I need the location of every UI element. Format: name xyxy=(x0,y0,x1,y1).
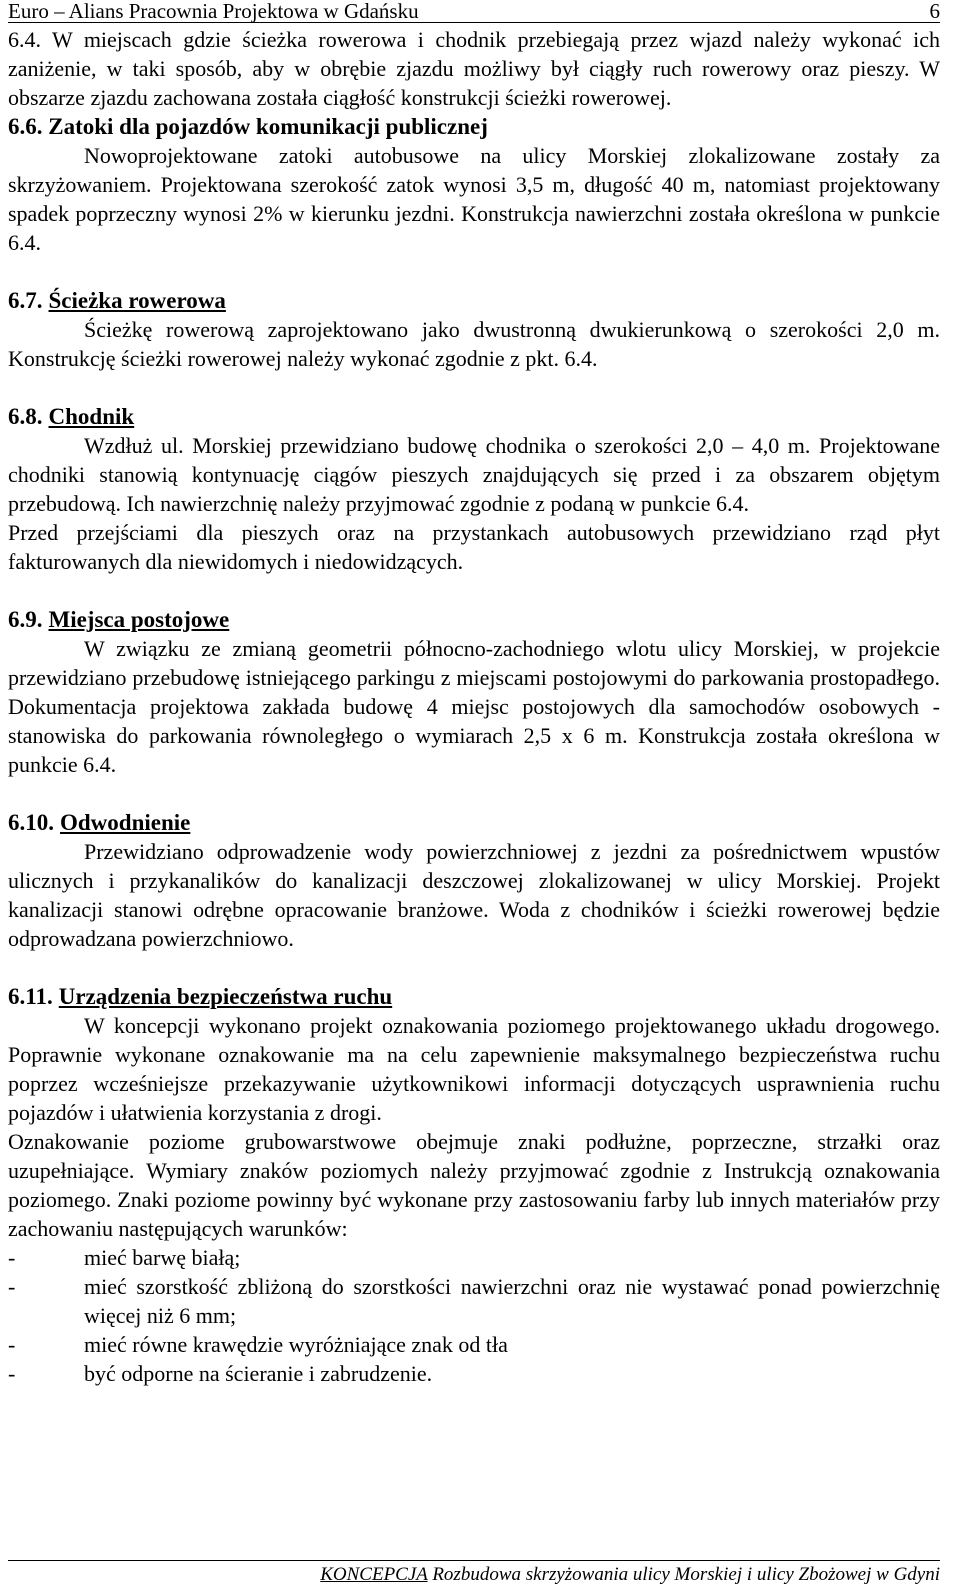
page-header xyxy=(8,0,940,23)
section-6-10-title: Odwodnienie xyxy=(60,810,191,835)
list-item-text: mieć szorstkość zbliżoną do szorstkości nawierzchni oraz nie wystawać ponad powierzchnię więcej niż 6 mm; xyxy=(84,1274,940,1328)
section-6-11-heading xyxy=(8,982,940,1011)
section-6-7-title: Ścieżka rowerowa xyxy=(48,288,226,313)
section-6-11-text-2: Oznakowanie poziome grubowarstwowe obejmuje znaki podłużne, poprzeczne, strzałki oraz uzupełniające. Wymiary znaków poziomych należy przyjmować zgodnie z Instrukcją oznakowania poziomego. Znaki poziome powinny być wykonane przy zastosowaniu farby lub innych materiałów przy zachowaniu następujących warunków: xyxy=(8,1129,940,1241)
list-dash: - xyxy=(8,1274,16,1299)
list-dash: - xyxy=(8,1361,16,1386)
list-item-text: mieć równe krawędzie wyróżniające znak od tła xyxy=(84,1332,508,1357)
section-6-9-title: Miejsca postojowe xyxy=(48,607,230,632)
section-6-9-text: W związku ze zmianą geometrii północno-zachodniego wlotu ulicy Morskiej, w projekcie przewidziano przebudowę istniejącego parkingu z miejscami postojowymi do parkowania prostopadłego. Dokumentacja projektowa zakłada budowę 4 miejsc postojowych dla samochodów osobowych - stanowiska do parkowania równoległego o wymiarach 2,5 x 6 m. Konstrukcja została określona w punkcie 6.4. xyxy=(8,636,940,777)
section-6-8-text-1: Wzdłuż ul. Morskiej przewidziano budowę chodnika o szerokości 2,0 – 4,0 m. Projektowane chodniki stanowią kontynuację ciągów pieszych znajdujących się przed i za obszarem objętym przebudową. Ich nawierzchnię należy przyjmować zgodnie z podaną w punkcie 6.4. xyxy=(8,433,940,516)
list-dash: - xyxy=(8,1332,16,1357)
section-6-10-number: 6.10. xyxy=(8,810,54,835)
list-item xyxy=(8,1359,940,1388)
list-item xyxy=(8,1243,940,1272)
section-6-8-title: Chodnik xyxy=(48,404,135,429)
page-footer xyxy=(8,1560,940,1587)
document-page xyxy=(8,0,940,1388)
section-6-8-heading xyxy=(8,402,940,431)
footer-koncepcja: KONCEPCJA xyxy=(320,1564,428,1585)
section-6-11-title: Urządzenia bezpieczeństwa ruchu xyxy=(58,984,393,1009)
section-6-7-heading xyxy=(8,286,940,315)
section-6-8-number: 6.8. xyxy=(8,404,43,429)
header-title: Euro – Alians Pracownia Projektowa w Gdańsku xyxy=(8,0,419,23)
section-6-6-text: Nowoprojektowane zatoki autobusowe na ulicy Morskiej zlokalizowane zostały za skrzyżowaniem. Projektowana szerokość zatok wynosi 3,5 m, długość 40 m, natomiast projektowany spadek poprzeczny wynosi 2% w kierunku jezdni. Konstrukcja nawierzchni została określona w punkcie 6.4. xyxy=(8,143,940,255)
section-6-7-text: Ścieżkę rowerową zaprojektowano jako dwustronną dwukierunkową o szerokości 2,0 m. Konstrukcję ścieżki rowerowej należy wykonać zgodnie z pkt. 6.4. xyxy=(8,317,940,371)
section-6-6-heading: 6.6. Zatoki dla pojazdów komunikacji publicznej xyxy=(8,114,488,139)
footer-text: Rozbudowa skrzyżowania ulicy Morskiej i ulicy Zbożowej w Gdyni xyxy=(427,1564,940,1585)
section-6-4-text: 6.4. W miejscach gdzie ścieżka rowerowa i chodnik przebiegają przez wjazd należy wykonać ich zaniżenie, w taki sposób, aby w obrębie zjazdu możliwy był ciągły ruch rowerowy oraz pieszy. W obszarze zjazdu zachowana została ciągłość konstrukcji ścieżki rowerowej. xyxy=(8,27,940,110)
section-6-9-heading xyxy=(8,605,940,634)
section-6-11-text-1: W koncepcji wykonano projekt oznakowania poziomego projektowanego układu drogowego. Poprawnie wykonane oznakowanie ma na celu zapewnienie maksymalnego bezpieczeństwa ruchu poprzez wcześniejsze przekazywanie użytkownikowi informacji dotyczących usprawnienia ruchu pojazdów i ułatwienia korzystania z drogi. xyxy=(8,1013,940,1125)
page-number: 6 xyxy=(929,0,940,23)
requirements-list xyxy=(8,1243,940,1388)
list-item xyxy=(8,1330,940,1359)
section-6-10-heading xyxy=(8,808,940,837)
section-6-8-text-2: Przed przejściami dla pieszych oraz na przystankach autobusowych przewidziano rząd płyt fakturowanych dla niewidomych i niedowidzących. xyxy=(8,520,940,574)
list-item-text: mieć barwę białą; xyxy=(84,1245,241,1270)
list-dash: - xyxy=(8,1245,16,1270)
section-6-11-number: 6.11. xyxy=(8,984,53,1009)
section-6-10-text: Przewidziano odprowadzenie wody powierzchniowej z jezdni za pośrednictwem wpustów ulicznych i przykanalików do kanalizacji deszczowej zlokalizowanej w ulicy Morskiej. Projekt kanalizacji stanowi odrębne opracowanie branżowe. Woda z chodników i ścieżki rowerowej będzie odprowadzana powierzchniowo. xyxy=(8,839,940,951)
section-6-9-number: 6.9. xyxy=(8,607,43,632)
list-item xyxy=(8,1272,940,1330)
list-item-text: być odporne na ścieranie i zabrudzenie. xyxy=(84,1361,433,1386)
section-6-7-number: 6.7. xyxy=(8,288,43,313)
